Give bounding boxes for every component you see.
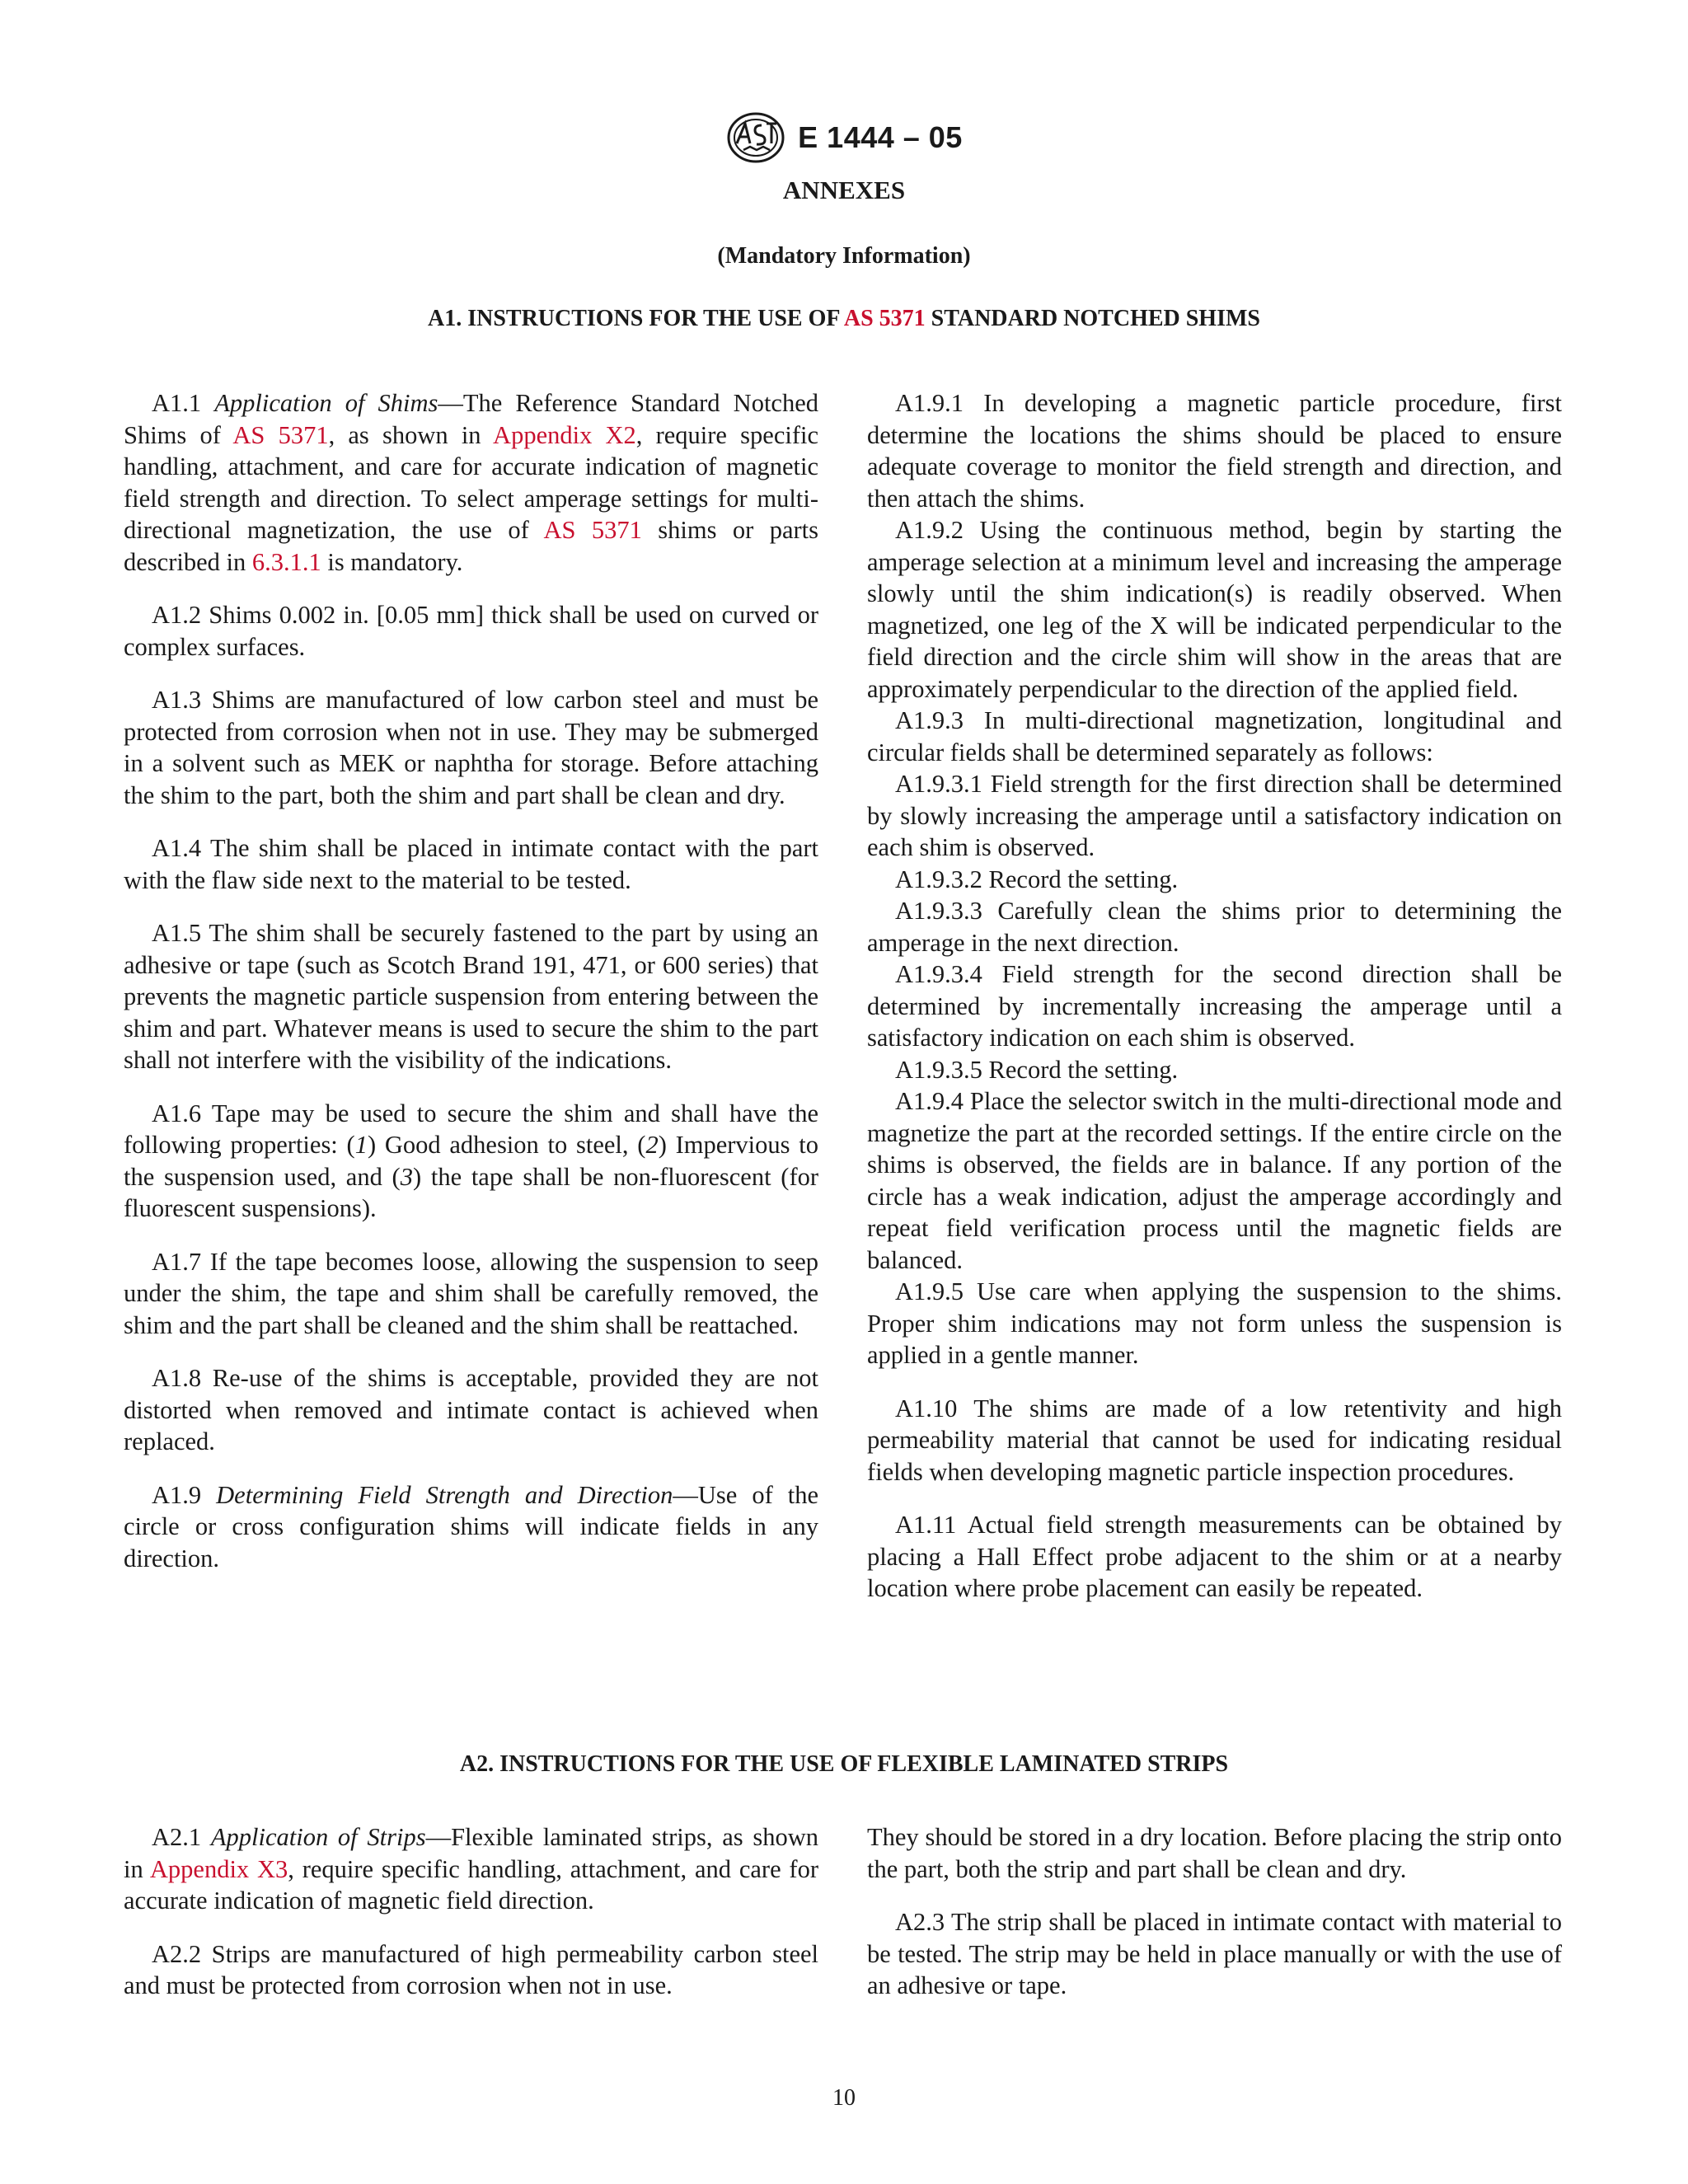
paragraph-caption: Application of Shims [214, 389, 438, 417]
paragraph-a2-1 [124, 1821, 818, 1917]
paragraph-a1-9-2: A1.9.2 Using the continuous method, begin by starting the amperage selection at a minimum level and increasing the amperage slowly until the shim indication(s) is readily observed. When magnetized, one leg of the X will be indicated perpendicular to the field direction and the circle shim will show in the areas that are approximately perpendicular to the direction of the applied field. [867, 516, 1562, 703]
paragraph-a1-9-3-1: A1.9.3.1 Field strength for the first direction shall be determined by slowly increasing the amperage until a satisfactory indication on each shim is observed. [867, 770, 1562, 861]
paragraph-a1-1 [124, 387, 818, 578]
paragraph-number: A1.9 [152, 1480, 217, 1509]
heading-text: A1. INSTRUCTIONS FOR THE USE OF [427, 306, 844, 331]
paragraph-caption: Determining Field Strength and Direction [216, 1480, 673, 1509]
section-a1-heading [0, 306, 1688, 332]
page-number: 10 [832, 2085, 856, 2111]
paragraph-number: A2.1 [152, 1823, 211, 1851]
paragraph-text: ) Good adhesion to steel, ( [367, 1131, 646, 1159]
a2-left-column [124, 1821, 818, 2002]
appendix-x2-link[interactable]: Appendix X2 [493, 420, 636, 449]
paragraph-a1-9-3-4: A1.9.3.4 Field strength for the second direction shall be determined by incrementally increasing the amperage until a satisfactory indication on each shim is observed. [867, 960, 1562, 1052]
paragraph-a1-9-3-3: A1.9.3.3 Carefully clean the shims prior to determining the amperage in the next direction. [867, 897, 1562, 957]
paragraph-caption: Application of Strips [210, 1823, 426, 1851]
a2-right-column [867, 1821, 1562, 2002]
paragraph-a1-9-3: A1.9.3 In multi-directional magnetization, longitudinal and circular fields shall be determined separately as follows: [867, 706, 1562, 766]
annexes-title: ANNEXES [782, 176, 906, 204]
paragraph-a1-9-3-2: A1.9.3.2 Record the setting. [895, 865, 1179, 893]
heading-text: STANDARD NOTCHED SHIMS [925, 306, 1260, 331]
paragraph-text: shims or parts described in [124, 516, 818, 576]
appendix-x3-link[interactable]: Appendix X3 [149, 1854, 288, 1883]
mandatory-note: (Mandatory Information) [717, 243, 971, 269]
section-a2-heading: A2. INSTRUCTIONS FOR THE USE OF FLEXIBLE LAMINATED STRIPS [459, 1751, 1229, 1777]
as5371-link[interactable]: AS 5371 [843, 306, 926, 331]
document-header [0, 110, 1688, 165]
as5371-link[interactable]: AS 5371 [543, 516, 642, 544]
paragraph-text: —The Reference Standard Notched Shims of [124, 389, 818, 449]
paragraph-a1-9-5: A1.9.5 Use care when applying the suspension to the shims. Proper shim indications may not form unless the suspension is applied in a gentle manner. [867, 1277, 1562, 1369]
paragraph-a2-2-continued: They should be stored in a dry location. Before placing the strip onto the part, both the strip and part shall be clean and dry. [867, 1823, 1562, 1883]
list-number: 3 [400, 1162, 413, 1191]
list-number: 1 [354, 1131, 368, 1159]
paragraph-text: , require specific handling, attachment, and care for accurate indication of magnetic field strength and direction. To select amperage settings for multi-directional magnetization, the use of [124, 420, 818, 544]
paragraph-text: , require specific handling, attachment, and care for accurate indication of magnetic field direction. [124, 1854, 818, 1915]
paragraph-text: , as shown in [328, 420, 494, 449]
paragraph-a1-9-3-5: A1.9.3.5 Record the setting. [895, 1055, 1179, 1084]
document-designation: E 1444 – 05 [798, 120, 963, 154]
paragraph-a1-10: A1.10 The shims are made of a low retentivity and high permeability material that cannot be used for indicating residual fields when developing magnetic particle inspection procedures. [867, 1394, 1562, 1486]
paragraph-text: is mandatory. [321, 547, 463, 576]
paragraph-a1-8: A1.8 Re-use of the shims is acceptable, provided they are not distorted when removed and intimate contact is achieved when replaced. [124, 1364, 818, 1455]
section-6-3-1-1-link[interactable]: 6.3.1.1 [251, 547, 321, 576]
paragraph-a1-11: A1.11 Actual field strength measurements can be obtained by placing a Hall Effect probe adjacent to the shim or at a nearby location where probe placement can easily be repeated. [867, 1511, 1562, 1602]
paragraph-text: ) the tape shall be non-fluorescent (for fluorescent suspensions). [124, 1162, 819, 1222]
a1-left-column [124, 387, 818, 1574]
paragraph-a1-9 [124, 1479, 818, 1575]
paragraph-a1-6 [124, 1098, 818, 1225]
as5371-link[interactable]: AS 5371 [232, 420, 329, 449]
astm-logo-icon [725, 110, 786, 165]
paragraph-a1-9-1: A1.9.1 In developing a magnetic particle procedure, first determine the locations the shims should be placed to ensure adequate coverage to monitor the field strength and direction, and then attach the shims. [867, 389, 1562, 513]
paragraph-a1-7: A1.7 If the tape becomes loose, allowing the suspension to seep under the shim, the tape and shim shall be carefully removed, the shim and the part shall be cleaned and the shim shall be reattached. [124, 1247, 818, 1339]
list-number: 2 [645, 1131, 659, 1159]
paragraph-a2-3: A2.3 The strip shall be placed in intimate contact with material to be tested. The strip may be held in place manually or with the use of an adhesive or tape. [867, 1908, 1562, 1999]
a1-right-column [867, 387, 1562, 1605]
paragraph-text: —Flexible laminated strips, as shown in [124, 1823, 818, 1883]
paragraph-a1-4: A1.4 The shim shall be placed in intimate contact with the part with the flaw side next to the material to be tested. [124, 834, 818, 894]
paragraph-number: A1.1 [152, 389, 215, 417]
paragraph-text: A1.6 Tape may be used to secure the shim and shall have the following properties: ( [124, 1099, 818, 1159]
paragraph-text: —Use of the circle or cross configuration shims will indicate fields in any direction. [124, 1480, 818, 1572]
paragraph-a1-3: A1.3 Shims are manufactured of low carbon steel and must be protected from corrosion when not in use. They may be submerged in a solvent such as MEK or naphtha for storage. Before attaching the shim to the part, both the shim and part shall be clean and dry. [124, 686, 818, 809]
paragraph-a1-2: A1.2 Shims 0.002 in. [0.05 mm] thick shall be used on curved or complex surfaces. [124, 601, 818, 661]
paragraph-a1-9-4: A1.9.4 Place the selector switch in the multi-directional mode and magnetize the part at the recorded settings. If the entire circle on the shims is observed, the fields are in balance. If any portion of the circle has a weak indication, adjust the amperage accordingly and repeat field verification process until the magnetic fields are balanced. [867, 1087, 1562, 1274]
paragraph-text: ) Impervious to the suspension used, and ( [124, 1131, 818, 1191]
paragraph-a1-5: A1.5 The shim shall be securely fastened to the part by using an adhesive or tape (such as Scotch Brand 191, 471, or 600 series) that prevents the magnetic particle suspension from entering between the shim and part. Whatever means is used to secure the shim to the part shall not interfere with the visibility of the indications. [124, 919, 818, 1074]
paragraph-a2-2: A2.2 Strips are manufactured of high permeability carbon steel and must be protected from corrosion when not in use. [124, 1939, 818, 1999]
